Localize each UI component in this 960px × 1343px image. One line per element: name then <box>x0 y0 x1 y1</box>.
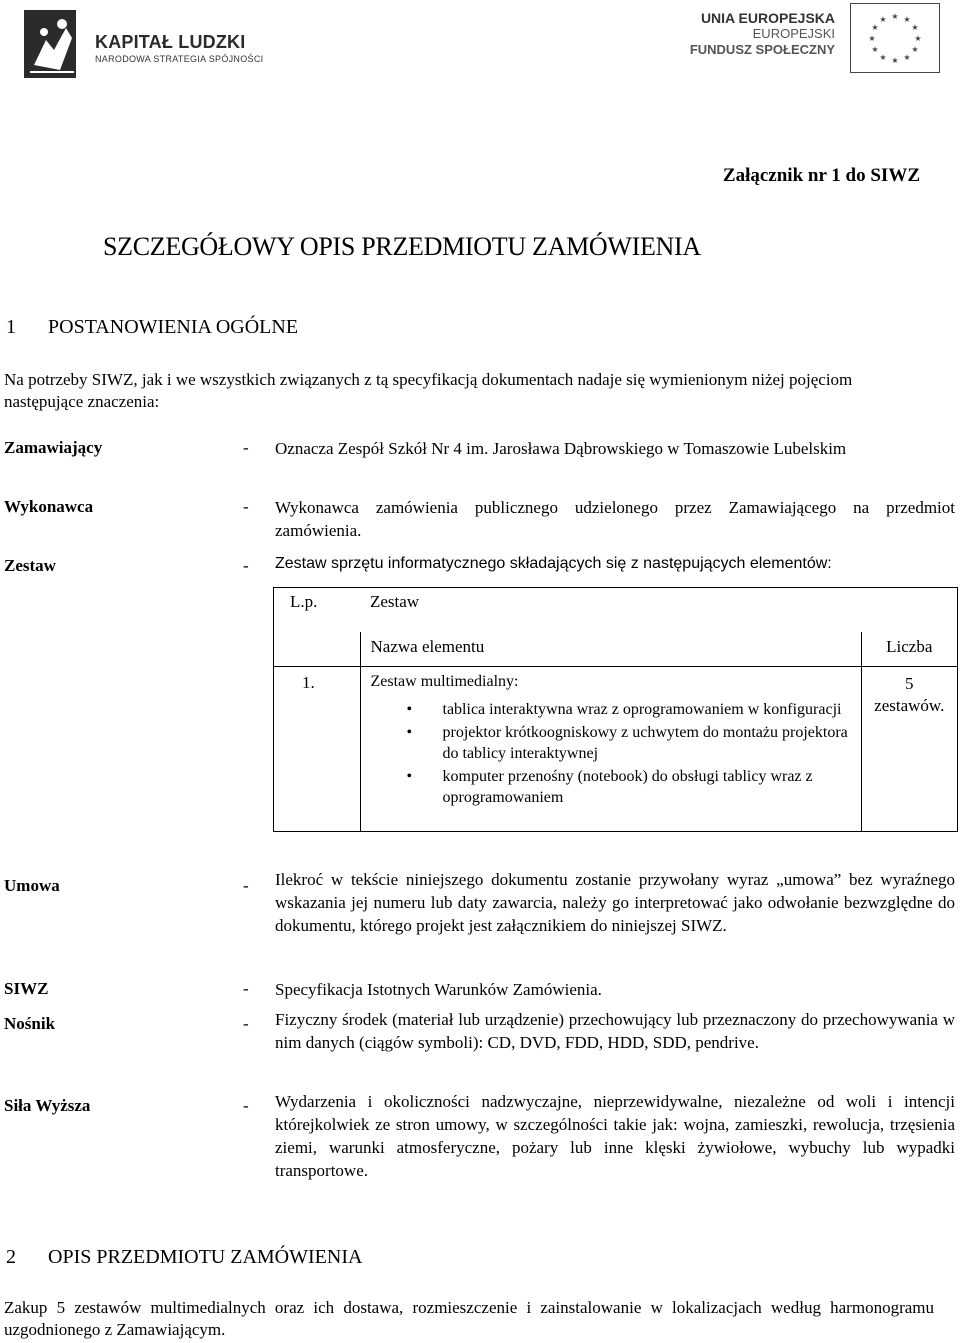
def-term-wykonawca: Wykonawca <box>4 497 94 516</box>
svg-text:★: ★ <box>871 45 879 54</box>
list-item: • komputer przenośny (notebook) do obsługi tablicy wraz z oprogramowaniem <box>371 766 851 808</box>
table-header-liczba: Liczba <box>861 632 958 667</box>
table-row-count-cell <box>861 667 958 832</box>
def-term-sila-wyzsza: Siła Wyższa <box>4 1096 91 1115</box>
def-body-zestaw: Zestaw sprzętu informatycznego składających się z następujących elementów: <box>275 555 832 572</box>
section2-body: Zakup 5 zestawów multimedialnych oraz ich dostawa, rozmieszczenie i zainstalowanie w lokalizacjach według harmonogramu uzgodnionego z Zamawiającym. <box>4 1298 934 1339</box>
def-term-umowa: Umowa <box>4 876 60 895</box>
element-list <box>371 699 851 808</box>
def-dash: - <box>243 876 249 895</box>
eu-line-3: FUNDUSZ SPOŁECZNY <box>689 42 835 57</box>
table-row-lp: 1. <box>274 667 361 832</box>
def-body-zamawiajacy: Oznacza Zespół Szkół Nr 4 im. Jarosława Dąbrowskiego w Tomaszowie Lubelskim <box>275 439 847 458</box>
svg-text:★: ★ <box>911 45 919 54</box>
list-item: • tablica interaktywna wraz z oprogramowaniem w konfiguracji <box>371 699 851 720</box>
table-header-zestaw: Zestaw <box>360 588 958 633</box>
eu-text-block <box>690 10 835 58</box>
list-item: • projektor krótkoogniskowy z uchwytem do montażu projektora do tablicy interaktywnej <box>371 722 851 764</box>
table-row-content <box>360 667 861 832</box>
svg-text:★: ★ <box>891 12 899 21</box>
svg-text:★: ★ <box>903 53 911 62</box>
eu-flag-icon <box>850 3 940 73</box>
def-dash: - <box>243 1096 249 1115</box>
section1-intro: Na potrzeby SIWZ, jak i we wszystkich związanych z tą specyfikacją dokumentach nadaje się wymienionym niżej pojęciom następujące znaczenia: <box>4 370 853 411</box>
svg-text:★: ★ <box>868 34 876 43</box>
def-body-siwz: Specyfikacja Istotnych Warunków Zamówienia. <box>275 980 602 999</box>
svg-text:★: ★ <box>871 23 879 32</box>
svg-text:★: ★ <box>911 23 919 32</box>
def-dash: - <box>243 556 249 575</box>
svg-text:★: ★ <box>914 34 922 43</box>
svg-text:★: ★ <box>879 15 887 24</box>
svg-text:★: ★ <box>903 15 911 24</box>
table-row <box>274 667 958 832</box>
svg-text:★: ★ <box>891 56 899 65</box>
eu-line-1: UNIA EUROPEJSKA <box>700 10 835 26</box>
kapital-ludzki-title: KAPITAŁ LUDZKI <box>95 32 246 52</box>
def-body-wykonawca: Wykonawca zamówienia publicznego udzielonego przez Zamawiającego na przedmiot zamówienia. <box>275 498 955 540</box>
def-dash: - <box>243 497 249 516</box>
eu-line-2: EUROPEJSKI <box>752 26 835 41</box>
table-row-name: Zestaw multimedialny: <box>370 673 519 690</box>
def-term-zestaw: Zestaw <box>4 556 56 575</box>
table-subheader-row <box>274 632 958 667</box>
def-dash: - <box>243 1014 249 1033</box>
kapital-ludzki-logo-icon <box>24 10 84 80</box>
table-header-lp: L.p. <box>274 588 361 633</box>
def-body-sila-wyzsza: Wydarzenia i okoliczności nadzwyczajne, nieprzewidywalne, niezależne od woli i intencji którejkolwiek ze stron umowy, w szczególności takie jak: wojna, zamieszki, rewolucja, trzęsienia ziemi, warunki atmosferyczne, pożary lub inne klęski żywiołowe, wybuchy lub wypadki transportowe. <box>275 1092 955 1180</box>
def-dash: - <box>243 979 249 998</box>
kapital-ludzki-subtitle: NARODOWA STRATEGIA SPÓJNOŚCI <box>95 54 264 64</box>
def-term-zamawiajacy: Zamawiający <box>4 438 103 457</box>
def-dash: - <box>243 438 249 457</box>
table-header-row <box>274 588 958 633</box>
annex-label: Załącznik nr 1 do SIWZ <box>722 165 920 186</box>
def-body-umowa: Ilekroć w tekście niniejszego dokumentu zostanie przywołany wyraz „umowa” bez wyraźnego wskazania jej numeru lub daty zawarcia, należy go interpretować jako odwołanie bezwzględne do dokumentu, którego projekt jest załącznikiem do niniejszej SIWZ. <box>275 870 955 935</box>
table-header-nazwa: Nazwa elementu <box>360 632 861 667</box>
def-term-nosnik: Nośnik <box>4 1014 56 1033</box>
def-term-siwz: SIWZ <box>4 979 49 998</box>
svg-text:★: ★ <box>879 53 887 62</box>
section2-number: 2 <box>6 1246 16 1268</box>
table-row-count: 5 <box>905 674 914 693</box>
section2-heading: OPIS PRZEDMIOTU ZAMÓWIENIA <box>48 1246 363 1268</box>
table-row-count-unit: zestawów. <box>874 696 945 715</box>
zestaw-table <box>273 587 958 832</box>
section1-number: 1 <box>6 316 16 338</box>
def-body-nosnik: Fizyczny środek (materiał lub urządzenie) przechowujący lub przeznaczony do przechowywania w nim danych (ciągów symboli): CD, DVD, FDD, HDD, SDD, pendrive. <box>275 1010 955 1052</box>
section1-heading: POSTANOWIENIA OGÓLNE <box>48 316 299 338</box>
page-title: SZCZEGÓŁOWY OPIS PRZEDMIOTU ZAMÓWIENIA <box>103 232 701 261</box>
